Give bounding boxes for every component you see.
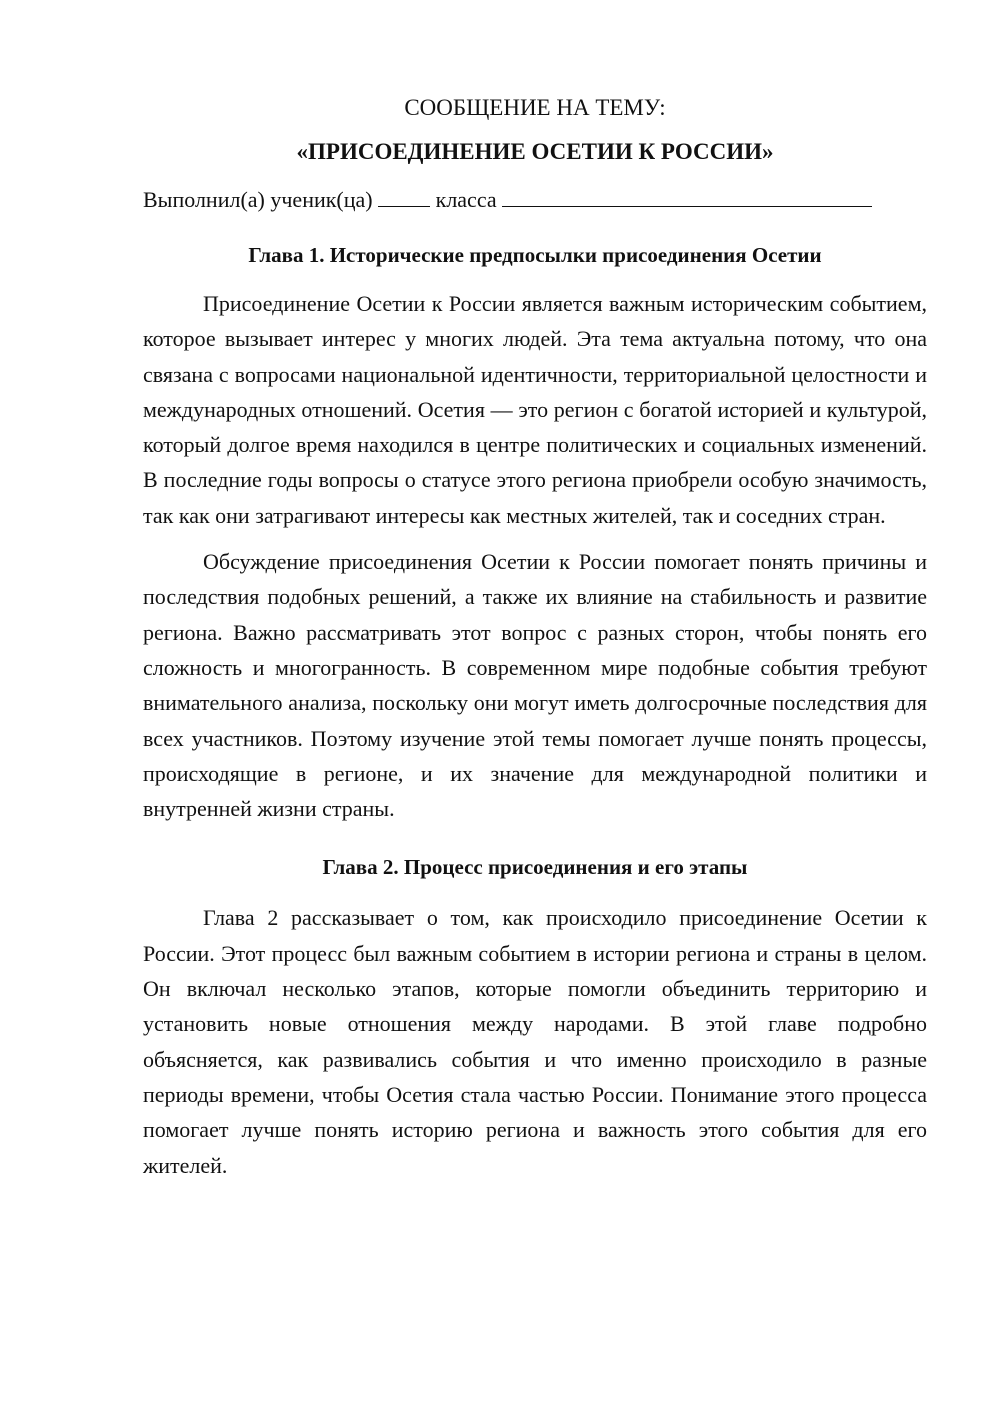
name-blank [502, 184, 872, 207]
document-title: «ПРИСОЕДИНЕНИЕ ОСЕТИИ К РОССИИ» [296, 139, 774, 164]
chapter-1-paragraph-2: Обсуждение присоединения Осетии к России помогает понять причины и последствия подобных решений, а также их влияние на стабильность и развитие региона. Важно рассматривать этот вопрос с разных сторон, чтобы понять его сложность и многогранность. В современном мире подобные события требуют внимательного анализа, поскольку они могут иметь долгосрочные последствия для всех участников. Поэтому изучение этой темы помогает лучше понять процессы, происходящие в регионе, и их значение для международной политики и внутренней жизни страны. [143, 549, 927, 822]
chapter-2-paragraph-1: Глава 2 рассказывает о том, как происходило присоединение Осетии к России. Этот процесс был важным событием в истории региона и страны в целом. Он включал несколько этапов, которые помогли объединить территорию и установить новые отношения между народами. В этой главе подробно объясняется, как развивались события и что именно происходило в разные периоды времени, чтобы Осетия стала частью России. Понимание этого процесса помогает лучше понять историю региона и важность этого события для его жителей. [143, 905, 927, 1178]
chapter-1-heading: Глава 1. Исторические предпосылки присоединения Осетии [248, 243, 822, 267]
chapter-1-paragraph-1: Присоединение Осетии к России является важным историческим событием, которое вызывает интерес у многих людей. Эта тема актуальна потому, что она связана с вопросами национальной идентичности, территориальной целостности и международных отношений. Осетия — это регион с богатой историей и культурой, который долгое время находился в центре политических и социальных изменений. В последние годы вопросы о статусе этого региона приобрели особую значимость, так как они затрагивают интересы как местных жителей, так и соседних стран. [143, 291, 927, 528]
chapter-2-heading: Глава 2. Процесс присоединения и его этапы [322, 855, 748, 880]
author-label: Выполнил(а) ученик(ца) [143, 187, 373, 212]
author-line [143, 184, 927, 216]
document-title-prefix: СООБЩЕНИЕ НА ТЕМУ: [404, 95, 666, 120]
class-label: класса [435, 187, 497, 212]
document-page [143, 92, 927, 1183]
grade-blank [378, 184, 430, 207]
